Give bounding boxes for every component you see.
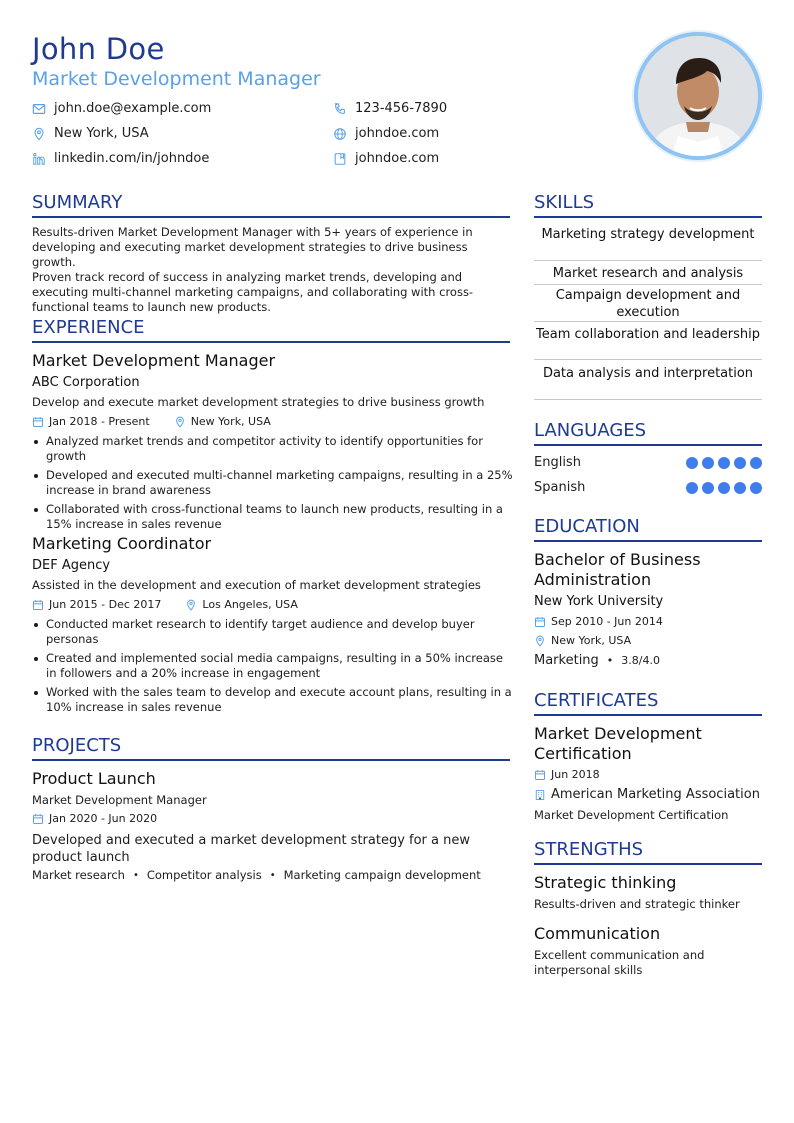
portfolio-text: johndoe.com	[355, 151, 440, 166]
strength-name: Communication	[534, 924, 661, 943]
contact-location	[32, 126, 149, 141]
skill-item: Campaign development and execution	[534, 287, 762, 322]
list-item: Analyzed market trends and competitor activity to identify opportunities for growth	[32, 434, 514, 464]
language-row	[534, 455, 762, 470]
job-dates: Jan 2018 - Present	[49, 415, 150, 428]
certificate-description: Market Development Certification	[534, 808, 729, 822]
building-icon	[534, 789, 546, 801]
job-bullets	[32, 617, 514, 719]
education-degree: Bachelor of Business Administration	[534, 550, 701, 589]
job-location: Los Angeles, USA	[202, 598, 298, 611]
skill-item: Market research and analysis	[534, 265, 762, 285]
language-level	[686, 457, 762, 469]
project-description: Developed and executed a market development strategy for a new product launch	[32, 833, 471, 865]
job-meta	[32, 415, 271, 428]
strengths-heading: STRENGTHS	[534, 839, 762, 865]
projects-heading: PROJECTS	[32, 735, 510, 761]
education-school: New York University	[534, 594, 664, 609]
list-item: Worked with the sales team to develop and execute account plans, resulting in a 10% increase in sales revenue	[32, 685, 514, 715]
skills-heading: SKILLS	[534, 192, 762, 218]
education-location: New York, USA	[551, 634, 632, 647]
profile-photo	[634, 32, 762, 160]
education-field: Marketing	[534, 653, 599, 668]
summary-line: Proven track record of success in analyzing market trends, developing and	[32, 270, 463, 284]
job-company: DEF Agency	[32, 558, 111, 573]
education-field-row	[534, 653, 660, 668]
candidate-name: John Doe	[32, 32, 165, 66]
bookmark-icon	[333, 152, 347, 166]
phone-icon	[333, 102, 347, 116]
level-dot	[702, 482, 714, 494]
project-dates: Jan 2020 - Jun 2020	[49, 812, 158, 825]
tag-separator: •	[132, 869, 139, 881]
education-heading: EDUCATION	[534, 516, 762, 542]
job-location: New York, USA	[190, 415, 271, 428]
location-pin-icon	[32, 127, 46, 141]
calendar-icon	[32, 416, 44, 428]
list-item: Developed and executed multi-channel marketing campaigns, resulting in a 25% increase in brand awareness	[32, 468, 514, 498]
education-gpa: 3.8/4.0	[621, 654, 660, 667]
candidate-role: Market Development Manager	[32, 68, 321, 90]
languages-heading: LANGUAGES	[534, 420, 762, 446]
project-tag: Marketing campaign development	[283, 868, 481, 882]
level-dot	[718, 482, 730, 494]
level-dot	[750, 457, 762, 469]
strength-name: Strategic thinking	[534, 873, 677, 892]
location-pin-icon	[185, 599, 197, 611]
strength-description: Results-driven and strategic thinker	[534, 897, 740, 911]
education-dates-row	[534, 615, 663, 628]
job-description: Develop and execute market development strategies to drive business growth	[32, 395, 485, 409]
list-item: Collaborated with cross-functional teams to launch new products, resulting in a 15% increase in sales revenue	[32, 502, 514, 532]
strength-description: Excellent communication and interpersonal skills	[534, 948, 705, 977]
language-level	[686, 482, 762, 494]
field-separator: •	[606, 654, 614, 667]
location-pin-icon	[174, 416, 186, 428]
calendar-icon	[32, 599, 44, 611]
linkedin-icon	[32, 152, 46, 166]
calendar-icon	[32, 813, 44, 825]
education-location-row	[534, 634, 631, 647]
education-dates: Sep 2010 - Jun 2014	[551, 615, 663, 628]
language-name: Spanish	[534, 480, 586, 495]
project-tags	[32, 868, 481, 882]
linkedin-text: linkedin.com/in/johndoe	[54, 151, 210, 166]
project-name: Product Launch	[32, 769, 156, 788]
list-item: Created and implemented social media campaigns, resulting in a 50% increase in followers and a 20% increase in engagement	[32, 651, 514, 681]
level-dot	[702, 457, 714, 469]
level-dot	[718, 457, 730, 469]
job-title: Marketing Coordinator	[32, 534, 212, 553]
level-dot	[686, 482, 698, 494]
email-text: john.doe@example.com	[54, 101, 212, 116]
skill-item: Team collaboration and leadership	[534, 326, 762, 360]
language-name: English	[534, 455, 581, 470]
certificate-date: Jun 2018	[551, 768, 600, 781]
level-dot	[750, 482, 762, 494]
job-description: Assisted in the development and execution of market development strategies	[32, 578, 481, 592]
job-dates: Jun 2015 - Dec 2017	[49, 598, 162, 611]
person-portrait-icon	[638, 36, 758, 156]
location-pin-icon	[534, 635, 546, 647]
project-tag: Competitor analysis	[146, 868, 262, 882]
summary-line: executing multi-channel marketing campaigns, and collaborating with cross-	[32, 285, 474, 299]
certificate-issuer: American Marketing Association	[551, 787, 760, 802]
experience-heading: EXPERIENCE	[32, 317, 510, 343]
summary-heading: SUMMARY	[32, 192, 510, 218]
certificate-name: Market Development Certification	[534, 724, 702, 763]
language-row	[534, 480, 762, 495]
skill-item: Data analysis and interpretation	[534, 365, 762, 400]
summary-line: developing and executing market development strategies to drive business growth.	[32, 240, 468, 269]
summary-line: functional teams to launch new products.	[32, 300, 271, 314]
contact-portfolio[interactable]	[333, 151, 439, 166]
phone-text: 123-456-7890	[355, 101, 448, 116]
calendar-icon	[534, 616, 546, 628]
level-dot	[686, 457, 698, 469]
certificate-issuer-row	[534, 787, 760, 802]
contact-website[interactable]	[333, 126, 439, 141]
job-company: ABC Corporation	[32, 375, 140, 390]
job-meta	[32, 598, 298, 611]
calendar-icon	[534, 769, 546, 781]
project-meta	[32, 812, 157, 825]
project-role: Market Development Manager	[32, 793, 207, 807]
contact-email[interactable]	[32, 101, 211, 116]
mail-icon	[32, 102, 46, 116]
level-dot	[734, 482, 746, 494]
globe-icon	[333, 127, 347, 141]
tag-separator: •	[269, 869, 276, 881]
summary-line: Results-driven Market Development Manager with 5+ years of experience in	[32, 225, 473, 239]
project-tag: Market research	[32, 868, 125, 882]
summary-text	[32, 225, 514, 315]
list-item: Conducted market research to identify target audience and develop buyer personas	[32, 617, 514, 647]
certificate-date-row	[534, 768, 600, 781]
certificates-heading: CERTIFICATES	[534, 690, 762, 716]
level-dot	[734, 457, 746, 469]
contact-linkedin[interactable]	[32, 151, 209, 166]
location-text: New York, USA	[54, 126, 149, 141]
job-title: Market Development Manager	[32, 351, 276, 370]
job-bullets	[32, 434, 514, 536]
contact-phone[interactable]	[333, 101, 447, 116]
skill-item: Marketing strategy development	[534, 226, 762, 261]
website-text: johndoe.com	[355, 126, 440, 141]
